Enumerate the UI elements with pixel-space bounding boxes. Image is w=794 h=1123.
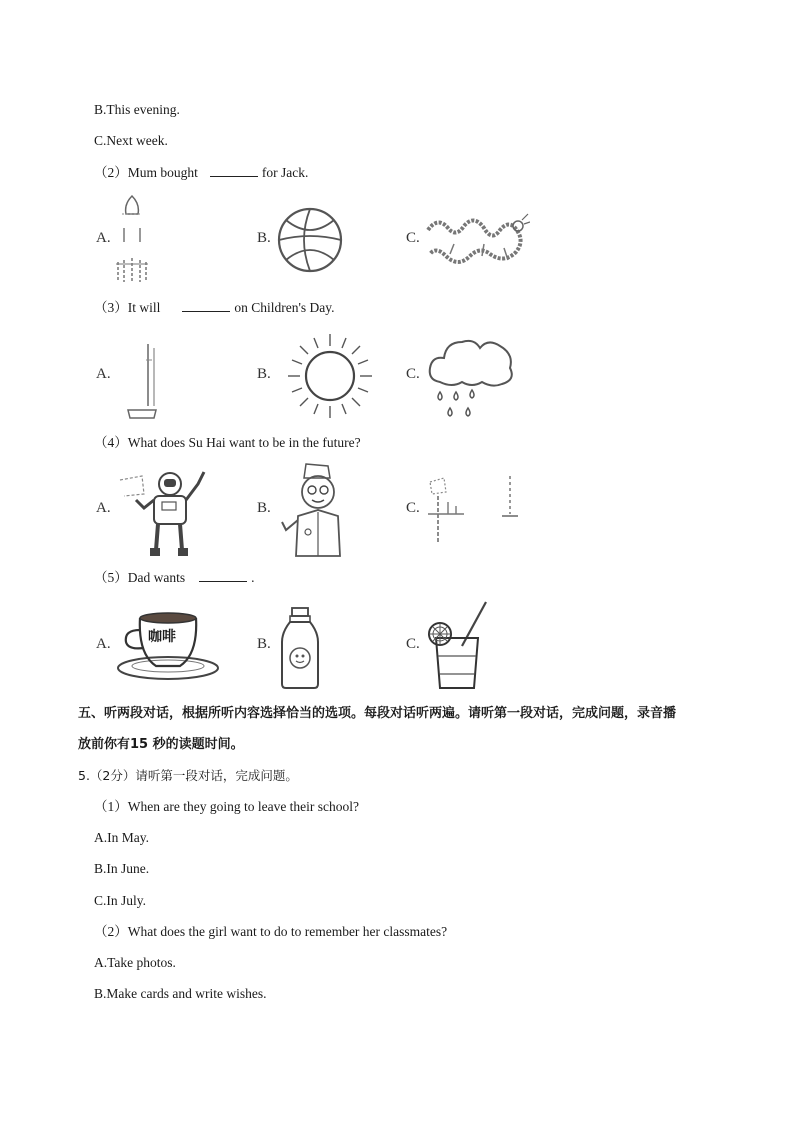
question-title: 5.（2分）请听第一段对话，完成问题。	[78, 768, 298, 783]
thermometer-icon	[126, 340, 160, 420]
option-text: B.Make cards and write wishes.	[94, 986, 267, 1001]
juice-glass-icon	[424, 598, 490, 692]
option-text: C.In July.	[94, 893, 147, 908]
question-text: （2）What does the girl want to do to remember her classmates?	[94, 924, 448, 939]
section-heading-cont: 放前你有15 秒的读题时间。	[78, 737, 244, 752]
option-letter: C.	[406, 366, 420, 382]
section-heading: 五、听两段对话，根据所听内容选择恰当的选项。每段对话听两遍。请听第一段对话，完成问题，录音播	[78, 706, 677, 721]
rain-cloud-icon	[426, 334, 516, 426]
option-letter: B.	[257, 500, 271, 516]
option-letter: B.	[257, 230, 271, 246]
answer-blank	[182, 299, 230, 312]
option-text: A.In May.	[94, 830, 149, 845]
dragon-icon	[424, 210, 530, 270]
option-text: A.Take photos.	[94, 955, 176, 970]
doctor-icon	[278, 460, 348, 560]
option-letter: C.	[406, 230, 420, 246]
option-letter: A.	[96, 230, 111, 246]
option-text: B.In June.	[94, 861, 150, 876]
option-letter: B.	[257, 366, 271, 382]
question-text: （4）What does Su Hai want to be in the future?	[94, 435, 361, 450]
option-text: C.Next week.	[94, 133, 168, 148]
question-text: （1）When are they going to leave their school?	[94, 799, 360, 814]
question-text: （3）It will on Children's Day.	[94, 300, 335, 315]
option-text: B.This evening.	[94, 102, 180, 117]
coffee-cup-icon	[116, 610, 220, 682]
option-letter: A.	[96, 366, 111, 382]
option-letter: A.	[96, 500, 111, 516]
astronaut-icon	[114, 464, 210, 560]
coffee-label: 咖啡	[148, 629, 176, 645]
answer-blank	[210, 164, 258, 177]
option-letter: B.	[257, 636, 271, 652]
basketball-icon	[276, 206, 344, 274]
option-letter: A.	[96, 636, 111, 652]
question-text: （5）Dad wants .	[94, 570, 255, 585]
milk-bottle-icon	[278, 606, 322, 690]
rocket-icon	[112, 192, 152, 287]
sun-icon	[284, 330, 376, 422]
question-text: （2）Mum bought for Jack.	[94, 165, 309, 180]
scientist-icon	[424, 472, 520, 548]
answer-blank	[199, 569, 247, 582]
option-letter: C.	[406, 500, 420, 516]
option-letter: C.	[406, 636, 420, 652]
